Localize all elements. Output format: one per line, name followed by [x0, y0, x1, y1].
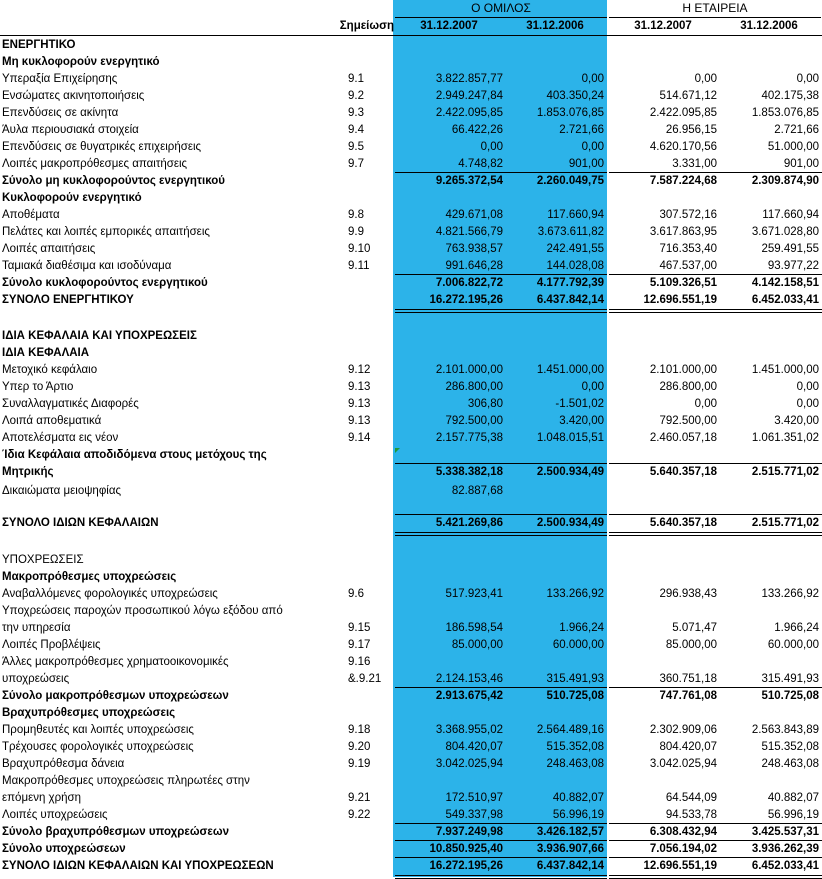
row-note: 9.7: [348, 158, 364, 170]
table-row: [0, 122, 822, 139]
value-cell: 1.451.000,00: [751, 364, 819, 376]
row-label: Υποχρεώσεις παροχών προσωπικού λόγω εξόδου από: [2, 605, 283, 617]
table-row: [0, 241, 822, 258]
value-cell: 3.617.863,95: [649, 226, 717, 238]
value-cell: 3.671.028,80: [751, 226, 819, 238]
value-cell: 3.936.907,66: [536, 843, 604, 855]
value-cell: 2.721,66: [559, 124, 604, 136]
table-row: [0, 858, 822, 875]
table-row: [0, 483, 822, 500]
row-label: Βραχυπρόθεσμα δάνεια: [2, 758, 125, 770]
value-cell: 1.853.076,85: [536, 107, 604, 119]
row-label: Πελάτες και λοιπές εμπορικές απαιτήσεις: [2, 226, 210, 238]
value-cell: 514.671,12: [659, 90, 717, 102]
value-cell: 3.936.262,39: [751, 843, 819, 855]
value-cell: 549.337,98: [445, 809, 503, 821]
value-cell: 2.515.771,02: [751, 517, 819, 529]
row-label: Ενσώματες ακινητοποιήσεις: [2, 90, 145, 102]
date-header-company-2007: 31.12.2007: [634, 20, 692, 32]
value-cell: 10.850.925,40: [429, 843, 503, 855]
row-note: 9.5: [348, 141, 364, 153]
value-cell: 16.272.195,26: [429, 294, 503, 306]
row-label: Υπεραξία Επιχείρησης: [2, 73, 118, 85]
value-cell: 12.696.551,19: [643, 294, 717, 306]
table-row: [0, 464, 822, 481]
value-cell: 991.646,28: [445, 260, 503, 272]
row-note: 9.15: [348, 622, 371, 634]
table-row: [0, 773, 822, 790]
table-row: [0, 379, 822, 396]
value-cell: 0,00: [694, 73, 717, 85]
value-cell: 2.101.000,00: [435, 364, 503, 376]
table-row: [0, 37, 822, 54]
row-note: 9.17: [348, 639, 371, 651]
value-cell: 286.800,00: [659, 381, 717, 393]
row-label: Μακροπρόθεσμες υποχρεώσεις πληρωτέες στην: [2, 775, 250, 787]
table-row: [0, 447, 822, 464]
row-label: Σύνολο κυκλοφορούντος ενεργητικού: [2, 277, 208, 289]
row-label: Λοιπές υποχρεώσεις: [2, 809, 108, 821]
value-cell: 2.913.675,42: [435, 690, 503, 702]
row-label: Τρέχουσες φορολογικές υποχρεώσεις: [2, 741, 194, 753]
row-label: Λοιπές Προβλέψεις: [2, 639, 101, 651]
row-label: ΕΝΕΡΓΗΤΙΚΟ: [2, 39, 76, 51]
value-cell: 133.266,92: [761, 588, 819, 600]
date-header-company-2006: 31.12.2006: [740, 20, 798, 32]
value-cell: 716.353,40: [659, 243, 717, 255]
value-cell: 0,00: [581, 73, 604, 85]
value-cell: 4.177.792,39: [536, 277, 604, 289]
value-cell: 429.671,08: [445, 209, 503, 221]
row-note: 9.13: [348, 398, 371, 410]
value-cell: 2.302.909,06: [649, 724, 717, 736]
table-row: [0, 841, 822, 858]
date-header-group-2007: 31.12.2007: [420, 20, 478, 32]
table-row: [0, 824, 822, 841]
table-row: [0, 54, 822, 71]
value-cell: 315.491,93: [761, 673, 819, 685]
table-row: [0, 637, 822, 654]
value-cell: 7.587.224,68: [649, 175, 717, 187]
row-label: Προμηθευτές και λοιπές υποχρεώσεις: [2, 724, 194, 736]
value-cell: 901,00: [783, 158, 819, 170]
value-cell: 56.996,19: [767, 809, 819, 821]
value-cell: 3.331,00: [672, 158, 717, 170]
value-cell: 93.977,22: [767, 260, 819, 272]
table-row: [0, 620, 822, 637]
value-cell: 7.006.822,72: [435, 277, 503, 289]
value-cell: 3.368.955,02: [435, 724, 503, 736]
row-note: 9.2: [348, 90, 364, 102]
value-cell: 763.938,57: [445, 243, 503, 255]
value-cell: 12.696.551,19: [643, 860, 717, 872]
value-cell: 2.721,66: [774, 124, 819, 136]
value-cell: 0,00: [581, 381, 604, 393]
value-cell: 5.109.326,51: [649, 277, 717, 289]
value-cell: 510.725,08: [546, 690, 604, 702]
table-row: [0, 190, 822, 207]
value-cell: 40.882,07: [767, 792, 819, 804]
value-cell: 467.537,00: [659, 260, 717, 272]
value-cell: 2.309.874,90: [751, 175, 819, 187]
value-cell: 2.422.095,85: [435, 107, 503, 119]
row-label: ΙΔΙΑ ΚΕΦΑΛΑΙΑ ΚΑΙ ΥΠΟΧΡΕΩΣΕΙΣ: [2, 330, 197, 342]
value-cell: 0,00: [581, 141, 604, 153]
row-note: 9.14: [348, 432, 371, 444]
row-note: 9.9: [348, 226, 364, 238]
value-cell: 2.515.771,02: [751, 466, 819, 478]
value-cell: 186.598,54: [445, 622, 503, 634]
table-row: [0, 275, 822, 292]
row-label: ΣΥΝΟΛΟ ΙΔΙΩΝ ΚΕΦΑΛΑΙΩΝ: [2, 517, 159, 529]
value-cell: 286.800,00: [445, 381, 503, 393]
row-label: ΣΥΝΟΛΟ ΕΝΕΡΓΗΤΙΚΟΥ: [2, 294, 134, 306]
value-cell: 2.260.049,75: [536, 175, 604, 187]
value-cell: 7.056.194,02: [649, 843, 717, 855]
table-row: [0, 173, 822, 190]
row-label: Υπερ το Άρτιο: [2, 381, 74, 393]
table-row: [0, 105, 822, 122]
value-cell: 4.620.170,56: [649, 141, 717, 153]
value-cell: 792.500,00: [445, 415, 503, 427]
table-row: [0, 688, 822, 705]
row-label: Αποθέματα: [2, 209, 60, 221]
row-label: ΥΠΟΧΡΕΩΣΕΙΣ: [2, 554, 84, 566]
value-cell: 26.956,15: [665, 124, 717, 136]
value-cell: 6.452.033,41: [751, 860, 819, 872]
value-cell: 403.350,24: [546, 90, 604, 102]
value-cell: 5.640.357,18: [649, 466, 717, 478]
value-cell: 3.426.182,57: [536, 826, 604, 838]
value-cell: 4.748,82: [458, 158, 503, 170]
value-cell: 804.420,07: [659, 741, 717, 753]
row-label: Κυκλοφορούν ενεργητικό: [2, 192, 142, 204]
row-label: υποχρεώσεις: [2, 673, 70, 685]
row-label: Βραχυπρόθεσμες υποχρεώσεις: [2, 707, 176, 719]
row-label: Λοιπές απαιτήσεις: [2, 243, 96, 255]
value-cell: 51.000,00: [767, 141, 819, 153]
table-row: [0, 722, 822, 739]
value-cell: 6.452.033,41: [751, 294, 819, 306]
row-label: Σύνολο βραχυπρόθεσμων υποχρεώσεων: [2, 826, 229, 838]
value-cell: 3.673.611,82: [537, 226, 604, 238]
value-cell: 64.544,09: [665, 792, 717, 804]
value-cell: 0,00: [796, 381, 819, 393]
value-cell: 296.938,43: [659, 588, 717, 600]
row-note: 9.18: [348, 724, 371, 736]
table-row: [0, 139, 822, 156]
row-note: 9.3: [348, 107, 364, 119]
row-note: 9.6: [348, 588, 364, 600]
value-cell: 306,80: [467, 398, 503, 410]
value-cell: 66.422,26: [451, 124, 503, 136]
value-cell: 3.425.537,31: [751, 826, 819, 838]
row-note: 9.16: [348, 656, 371, 668]
table-row: [0, 71, 822, 88]
value-cell: 1.966,24: [774, 622, 819, 634]
value-cell: 2.500.934,49: [536, 466, 604, 478]
row-note: 9.19: [348, 758, 371, 770]
row-label: Λοιπά αποθεματικά: [2, 415, 102, 427]
value-cell: 2.422.095,85: [649, 107, 717, 119]
row-label: Συναλλαγματικές Διαφορές: [2, 398, 139, 410]
value-cell: 5.338.382,18: [435, 466, 503, 478]
value-cell: 248.463,08: [546, 758, 604, 770]
table-row: [0, 586, 822, 603]
row-note: 9.13: [348, 415, 371, 427]
table-row: [0, 396, 822, 413]
table-row: [0, 756, 822, 773]
value-cell: 242.491,55: [546, 243, 604, 255]
row-label: Σύνολο μη κυκλοφορούντος ενεργητικού: [2, 175, 225, 187]
value-cell: 6.437.842,14: [536, 860, 604, 872]
value-cell: 515.352,08: [761, 741, 819, 753]
value-cell: 3.420,00: [774, 415, 819, 427]
value-cell: 3.420,00: [559, 415, 604, 427]
value-cell: 747.761,08: [659, 690, 717, 702]
value-cell: 259.491,55: [761, 243, 819, 255]
row-label: ΙΔΙΑ ΚΕΦΑΛΑΙΑ: [2, 347, 90, 359]
value-cell: 5.071,47: [672, 622, 717, 634]
value-cell: 2.563.843,89: [751, 724, 819, 736]
table-row: [0, 328, 822, 345]
table-row: [0, 654, 822, 671]
row-label: Άλλες μακροπρόθεσμες χρηματοοικονομικές: [2, 656, 229, 668]
table-row: [0, 413, 822, 430]
row-note: 9.4: [348, 124, 364, 136]
row-label: Μητρικής: [2, 466, 54, 478]
value-cell: 2.101.000,00: [649, 364, 717, 376]
value-cell: 172.510,97: [445, 792, 503, 804]
value-cell: 2.564.489,16: [536, 724, 604, 736]
table-row: [0, 671, 822, 688]
table-row: [0, 569, 822, 586]
value-cell: 144.028,08: [546, 260, 604, 272]
value-cell: -1.501,02: [555, 398, 604, 410]
group-header: Ο ΟΜΙΛΟΣ: [471, 1, 531, 15]
value-cell: 6.308.432,94: [649, 826, 717, 838]
row-label: Μετοχικό κεφάλαιο: [2, 364, 98, 376]
table-row: [0, 224, 822, 241]
value-cell: 5.421.269,86: [435, 517, 503, 529]
value-cell: 2.124.153,46: [435, 673, 503, 685]
value-cell: 1.966,24: [559, 622, 604, 634]
table-row: [0, 430, 822, 447]
value-cell: 6.437.842,14: [536, 294, 604, 306]
value-cell: 7.937.249,98: [435, 826, 503, 838]
cell-comment-marker: [395, 448, 400, 453]
row-note: 9.8: [348, 209, 364, 221]
row-label: Επενδύσεις σε ακίνητα: [2, 107, 119, 119]
row-note: 9.1: [348, 73, 364, 85]
value-cell: 0,00: [694, 398, 717, 410]
note-header: Σημείωση: [339, 20, 394, 32]
row-note: 9.22: [348, 809, 371, 821]
value-cell: 792.500,00: [659, 415, 717, 427]
row-note: 9.21: [348, 792, 371, 804]
value-cell: 40.882,07: [552, 792, 604, 804]
table-row: [0, 292, 822, 309]
row-note: 9.10: [348, 243, 371, 255]
table-row: [0, 258, 822, 275]
table-row: [0, 705, 822, 722]
table-row: [0, 603, 822, 620]
value-cell: 517.923,41: [445, 588, 503, 600]
date-header-group-2006: 31.12.2006: [526, 20, 584, 32]
value-cell: 9.265.372,54: [435, 175, 503, 187]
value-cell: 1.048.015,51: [536, 432, 604, 444]
value-cell: 3.822.857,77: [435, 73, 503, 85]
row-label: επόμενη χρήση: [2, 792, 82, 804]
row-label: Αναβαλλόμενες φορολογικές υποχρεώσεις: [2, 588, 218, 600]
value-cell: 4.821.566,79: [435, 226, 503, 238]
value-cell: 117.660,94: [547, 209, 604, 221]
value-cell: 1.061.351,02: [751, 432, 819, 444]
value-cell: 804.420,07: [445, 741, 503, 753]
value-cell: 360.751,18: [659, 673, 717, 685]
row-label: ΣΥΝΟΛΟ ΙΔΙΩΝ ΚΕΦΑΛΑΙΩΝ ΚΑΙ ΥΠΟΧΡΕΩΣΕΩΝ: [2, 860, 274, 872]
table-row: [0, 88, 822, 105]
row-label: Άυλα περιουσιακά στοιχεία: [2, 124, 139, 136]
value-cell: 402.175,38: [761, 90, 819, 102]
value-cell: 5.640.357,18: [649, 517, 717, 529]
row-note: 9.11: [348, 260, 370, 272]
value-cell: 16.272.195,26: [429, 860, 503, 872]
value-cell: 315.491,93: [546, 673, 604, 685]
value-cell: 82.887,68: [451, 485, 503, 497]
value-cell: 1.451.000,00: [536, 364, 604, 376]
value-cell: 56.996,19: [552, 809, 604, 821]
row-label: Μακροπρόθεσμες υποχρεώσεις: [2, 571, 177, 583]
table-row: [0, 207, 822, 224]
row-label: την υπηρεσία: [2, 622, 71, 634]
value-cell: 94.533,78: [665, 809, 717, 821]
value-cell: 901,00: [568, 158, 604, 170]
row-label: Μη κυκλοφορούν ενεργητικό: [2, 56, 160, 68]
value-cell: 307.572,16: [659, 209, 717, 221]
row-label: Ίδια Κεφάλαια αποδιδόμενα στους μετόχους της: [2, 449, 267, 461]
value-cell: 0,00: [480, 141, 503, 153]
row-note: 9.13: [348, 381, 371, 393]
value-cell: 4.142.158,51: [751, 277, 819, 289]
value-cell: 85.000,00: [451, 639, 503, 651]
table-row: [0, 515, 822, 532]
value-cell: 0,00: [796, 398, 819, 410]
value-cell: 2.460.057,18: [649, 432, 717, 444]
company-header: Η ΕΤΑΙΡΕΙΑ: [682, 1, 748, 15]
table-row: [0, 156, 822, 173]
row-label: Σύνολο μακροπρόθεσμων υποχρεώσεων: [2, 690, 229, 702]
row-label: Λοιπές μακροπρόθεσμες απαιτήσεις: [2, 158, 188, 170]
row-note: 9.20: [348, 741, 371, 753]
value-cell: 3.042.025,94: [435, 758, 503, 770]
value-cell: 2.157.775,38: [435, 432, 503, 444]
row-note: &.9.21: [348, 673, 382, 685]
table-row: [0, 345, 822, 362]
value-cell: 60.000,00: [767, 639, 819, 651]
value-cell: 3.042.025,94: [649, 758, 717, 770]
table-row: [0, 739, 822, 756]
row-label: Ταμιακά διαθέσιμα και ισοδύναμα: [2, 260, 172, 272]
value-cell: 85.000,00: [665, 639, 717, 651]
value-cell: 1.853.076,85: [751, 107, 819, 119]
table-row: [0, 807, 822, 824]
row-label: Δικαιώματα μειοψηφίας: [2, 485, 122, 497]
value-cell: 515.352,08: [546, 741, 604, 753]
table-row: [0, 552, 822, 569]
value-cell: 248.463,08: [761, 758, 819, 770]
value-cell: 60.000,00: [552, 639, 604, 651]
value-cell: 2.949.247,84: [435, 90, 503, 102]
value-cell: 0,00: [796, 73, 819, 85]
table-row: [0, 362, 822, 379]
row-label: Επενδύσεις σε θυγατρικές επιχειρήσεις: [2, 141, 202, 153]
value-cell: 133.266,92: [546, 588, 604, 600]
row-label: Αποτελέσματα εις νέον: [2, 432, 119, 444]
value-cell: 510.725,08: [761, 690, 819, 702]
value-cell: 117.660,94: [762, 209, 819, 221]
row-note: 9.12: [348, 364, 371, 376]
value-cell: 2.500.934,49: [536, 517, 604, 529]
row-label: Σύνολο υποχρεώσεων: [2, 843, 126, 855]
table-row: [0, 790, 822, 807]
